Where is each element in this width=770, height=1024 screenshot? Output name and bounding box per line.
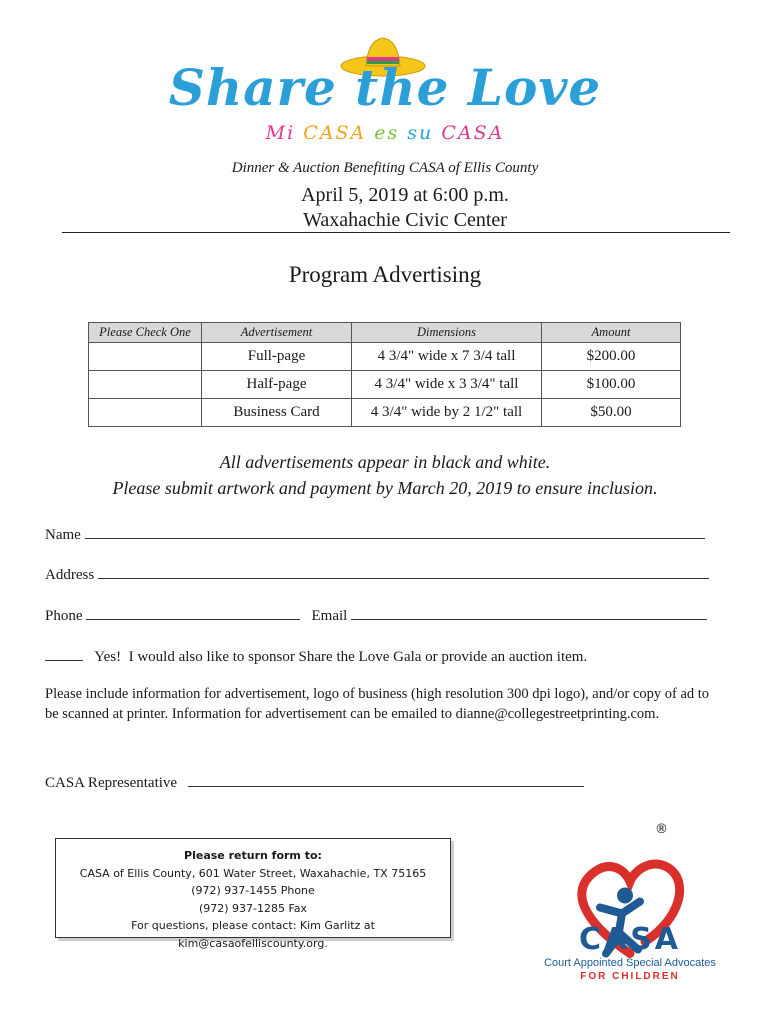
dimensions-cell: 4 3/4" wide x 3 3/4" tall bbox=[352, 371, 542, 399]
event-venue: Waxahachie Civic Center bbox=[303, 209, 507, 231]
header-dimensions: Dimensions bbox=[352, 323, 542, 343]
casa-subtitle: Court Appointed Special Advocates bbox=[544, 957, 716, 969]
page-title: Program Advertising bbox=[288, 262, 482, 287]
amount-cell: $50.00 bbox=[542, 399, 681, 427]
submission-instructions: Please include information for advertisement, logo of business (high resolution 300 dpi logo), and/or copy of ad to be scanned at printer. Information for advertisement can be emailed to dianne@collegestreetprinting.com. bbox=[45, 686, 710, 722]
address-label: Address bbox=[45, 567, 95, 583]
event-description: Dinner & Auction Benefiting CASA of Ellis County bbox=[231, 160, 539, 176]
check-cell[interactable] bbox=[89, 371, 202, 399]
event-logo-title: Share the Love bbox=[168, 58, 602, 117]
return-fax: (972) 937-1285 Fax bbox=[198, 901, 308, 915]
sponsor-checkbox-line[interactable] bbox=[45, 646, 83, 661]
ad-cell: Business Card bbox=[202, 399, 352, 427]
representative-field[interactable] bbox=[188, 772, 584, 787]
amount-cell: $100.00 bbox=[542, 371, 681, 399]
ad-cell: Half-page bbox=[202, 371, 352, 399]
return-address: CASA of Ellis County, 601 Water Street, Waxahachie, TX 75165 bbox=[79, 866, 427, 880]
event-date: April 5, 2019 at 6:00 p.m. bbox=[301, 184, 509, 206]
table-header-row bbox=[89, 323, 681, 343]
notice-deadline: Please submit artwork and payment by March 20, 2019 to ensure inclusion. bbox=[112, 478, 658, 498]
amount-cell: $200.00 bbox=[542, 343, 681, 371]
name-label: Name bbox=[45, 527, 81, 543]
header-divider bbox=[62, 232, 730, 233]
advertising-table bbox=[88, 322, 681, 427]
phone-email-row bbox=[45, 605, 707, 625]
event-logo-subtitle bbox=[0, 122, 770, 144]
return-heading: Please return form to: bbox=[184, 849, 322, 862]
casa-tagline: FOR CHILDREN bbox=[580, 971, 680, 982]
dimensions-cell: 4 3/4" wide by 2 1/2" tall bbox=[352, 399, 542, 427]
phone-field[interactable] bbox=[86, 605, 300, 620]
return-address-box bbox=[55, 838, 451, 950]
email-label: Email bbox=[311, 608, 348, 624]
return-phone: (972) 937-1455 Phone bbox=[191, 884, 315, 897]
casa-wordmark: CASA bbox=[578, 922, 682, 957]
table-row bbox=[89, 343, 681, 371]
return-contact: For questions, please contact: Kim Garlitz at kim@casaofelliscounty.org. bbox=[131, 919, 375, 950]
subtitle-part: CASA bbox=[433, 122, 505, 144]
notice-black-white: All advertisements appear in black and white. bbox=[219, 452, 551, 472]
name-field-row bbox=[45, 524, 705, 544]
registered-mark: ® bbox=[655, 822, 668, 837]
header-amount: Amount bbox=[542, 323, 681, 343]
table-row bbox=[89, 371, 681, 399]
subtitle-part: su bbox=[407, 122, 434, 144]
subtitle-part: es bbox=[366, 122, 408, 144]
address-field[interactable] bbox=[98, 564, 709, 579]
header-advertisement: Advertisement bbox=[202, 323, 352, 343]
phone-label: Phone bbox=[45, 608, 83, 624]
check-cell[interactable] bbox=[89, 343, 202, 371]
table-row bbox=[89, 399, 681, 427]
address-field-row bbox=[45, 564, 709, 584]
subtitle-part: CASA bbox=[303, 122, 367, 144]
sponsor-row bbox=[45, 646, 587, 666]
representative-label: CASA Representative bbox=[45, 775, 178, 791]
subtitle-part: Mi bbox=[265, 122, 304, 144]
ad-cell: Full-page bbox=[202, 343, 352, 371]
sponsor-text: Yes! I would also like to sponsor Share the Love Gala or provide an auction item. bbox=[94, 649, 588, 665]
email-field[interactable] bbox=[351, 605, 707, 620]
name-field[interactable] bbox=[85, 524, 705, 539]
check-cell[interactable] bbox=[89, 399, 202, 427]
dimensions-cell: 4 3/4" wide x 7 3/4 tall bbox=[352, 343, 542, 371]
header-check: Please Check One bbox=[89, 323, 202, 343]
representative-row bbox=[45, 772, 584, 792]
